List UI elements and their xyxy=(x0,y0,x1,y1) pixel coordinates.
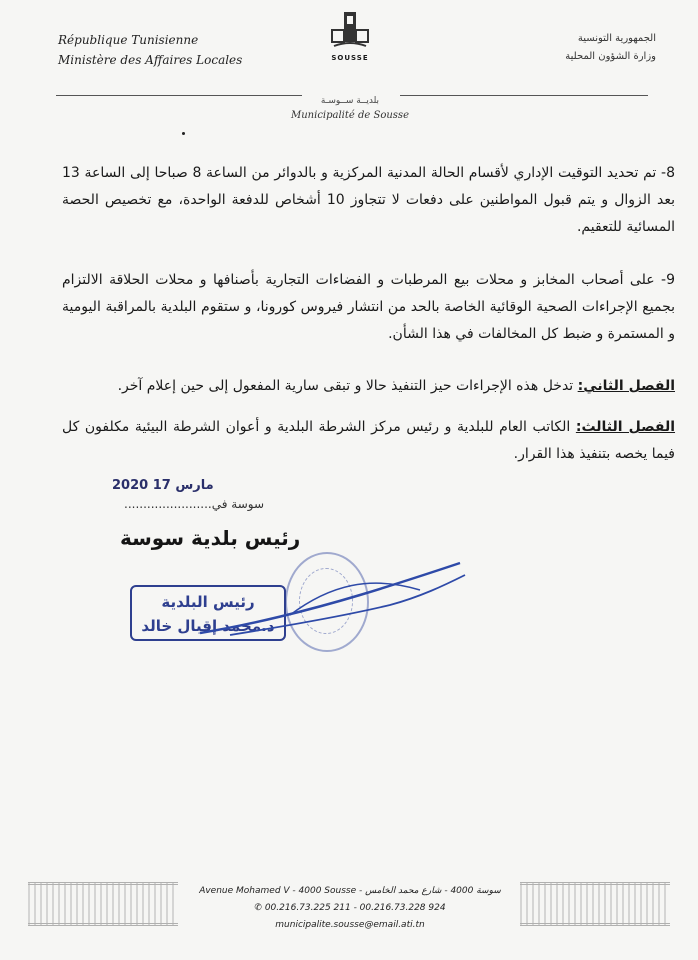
place-date-line: سوسة في....................... xyxy=(124,497,265,511)
ministry-name-ar: وزارة الشؤون المحلية xyxy=(565,51,656,62)
header-divider-left xyxy=(56,95,302,96)
footer-email: municipalite.sousse@email.ati.tn xyxy=(275,920,425,930)
stray-dot xyxy=(182,132,185,135)
handwritten-signature xyxy=(190,555,470,645)
header-divider-right xyxy=(400,95,648,96)
footer-address: Avenue Mohamed V - 4000 Sousse - سوسة 4000 - شارع محمد الخامس xyxy=(199,886,501,896)
municipality-name-fr: Municipalité de Sousse xyxy=(291,110,409,121)
chapter-2 xyxy=(62,373,675,400)
chapter-3-label: الفصل الثالث: xyxy=(575,419,676,435)
chapter-2-text: تدخل هذه الإجراءات حيز التنفيذ حالا و تبقى سارية المفعول إلى حين إعلام آخر. xyxy=(117,378,578,394)
footer-ornament-left xyxy=(28,882,178,926)
sousse-emblem-icon xyxy=(330,10,370,52)
header-french xyxy=(58,30,242,70)
phone-icon: ✆ xyxy=(254,903,265,913)
logo-caption: SOUSSE xyxy=(331,54,369,62)
date-stamp: 2020 مارس 17 xyxy=(112,478,214,493)
footer-ornament-right xyxy=(520,882,670,926)
article-8: 8- تم تحديد التوقيت الإداري لأقسام الحالة المدنية المركزية و بالدوائر من الساعة 8 صباحا إلى الساعة 13 بعد الزوال و يتم قبول المواطنين على دفعات لا تتجاوز 10 أشخاص للدفعة الواحدة، مع تخصيص الحصة المسائية للتعقيم. xyxy=(62,165,675,235)
chapter-2-label: الفصل الثاني: xyxy=(577,378,675,394)
municipality-name-ar: بلديــة ســوسـة xyxy=(320,96,380,106)
stamp-title: رئيس البلدية xyxy=(161,593,255,611)
mayor-title: رئيس بلدية سوسة xyxy=(120,526,301,550)
article-9: 9- على أصحاب المخابز و محلات بيع المرطبات و الفضاءات التجارية بأصنافها و محلات الحلاقة الالتزام بجميع الإجراءات الصحية الوقائية الخاصة بالحد من انتشار فيروس كورونا، و ستقوم البلدية بالمراقبة اليومية و المستمرة و ضبط كل المخالفات في هذا الشأن. xyxy=(62,272,675,342)
republic-name-fr: République Tunisienne xyxy=(58,33,199,47)
chapter-3-text: الكاتب العام للبلدية و رئيس مركز الشرطة البلدية و أعوان الشرطة البيئية مكلفون كل فيما يخصه بتنفيذ هذا القرار. xyxy=(62,419,675,462)
footer-phone xyxy=(180,903,520,913)
stamp-name: د.محمد إقبال خالد xyxy=(141,617,275,635)
municipality-logo xyxy=(318,10,382,68)
republic-name-ar: الجمهورية التونسية xyxy=(577,33,656,44)
chapter-3 xyxy=(62,414,675,468)
ministry-name-fr: Ministère des Affaires Locales xyxy=(58,53,243,67)
header-arabic xyxy=(565,30,656,66)
footer-phone-numbers: 00.216.73.225 211 - 00.216.73.228 924 xyxy=(264,903,446,913)
